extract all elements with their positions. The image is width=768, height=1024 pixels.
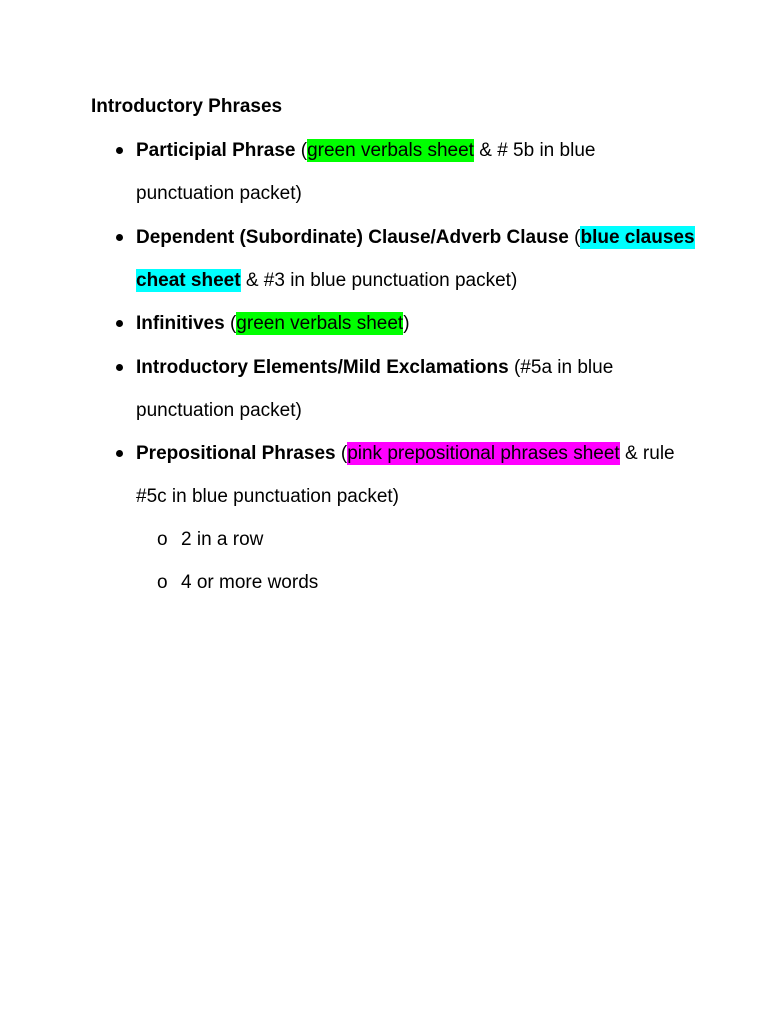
paren-open: ( bbox=[568, 227, 581, 248]
sub-item-2-in-a-row bbox=[157, 518, 264, 561]
bullet-icon bbox=[116, 147, 123, 154]
highlight-pink-prepositional-phrases-sheet: pink prepositional phrases sheet bbox=[347, 443, 620, 464]
hollow-bullet-icon: o bbox=[157, 529, 168, 550]
term-label: Infinitives bbox=[136, 313, 225, 334]
item-detail: ) bbox=[403, 313, 410, 334]
paren-open: ( bbox=[335, 443, 348, 464]
term-label: Participial Phrase bbox=[136, 140, 296, 161]
term-label: Prepositional Phrases bbox=[136, 443, 336, 464]
sub-item-4-or-more-words bbox=[157, 561, 319, 604]
bullet-item-dependent-clause bbox=[136, 216, 696, 302]
bullet-item-prepositional-phrases bbox=[136, 432, 696, 518]
highlight-green-verbals-sheet: green verbals sheet bbox=[236, 313, 404, 334]
bullet-icon bbox=[116, 450, 123, 457]
highlight-green-verbals-sheet: green verbals sheet bbox=[307, 140, 474, 161]
paren-open: ( bbox=[295, 140, 308, 161]
paren-open: ( bbox=[224, 313, 237, 334]
term-label: Dependent (Subordinate) Clause/Adverb Clause bbox=[136, 227, 569, 248]
document-heading: Introductory Phrases bbox=[91, 96, 283, 117]
term-label: Introductory Elements/Mild Exclamations bbox=[136, 357, 509, 378]
bullet-icon bbox=[116, 234, 123, 241]
bullet-icon bbox=[116, 320, 123, 327]
hollow-bullet-icon: o bbox=[157, 572, 168, 593]
sub-item-text: 4 or more words bbox=[181, 572, 319, 593]
sub-item-text: 2 in a row bbox=[181, 529, 264, 550]
bullet-item-participial-phrase bbox=[136, 129, 696, 215]
item-detail: & rule #5c in blue punctuation packet) bbox=[136, 443, 675, 507]
item-detail: (#5a in blue punctuation packet) bbox=[136, 357, 614, 421]
bullet-item-infinitives bbox=[136, 302, 696, 345]
bullet-icon bbox=[116, 364, 123, 371]
item-detail: & # 5b in blue punctuation packet) bbox=[136, 140, 596, 204]
item-detail: & #3 in blue punctuation packet) bbox=[240, 270, 518, 291]
bullet-item-introductory-elements bbox=[136, 346, 696, 432]
highlight-blue-clauses-cheat-sheet: blue clauses cheat sheet bbox=[136, 227, 695, 291]
